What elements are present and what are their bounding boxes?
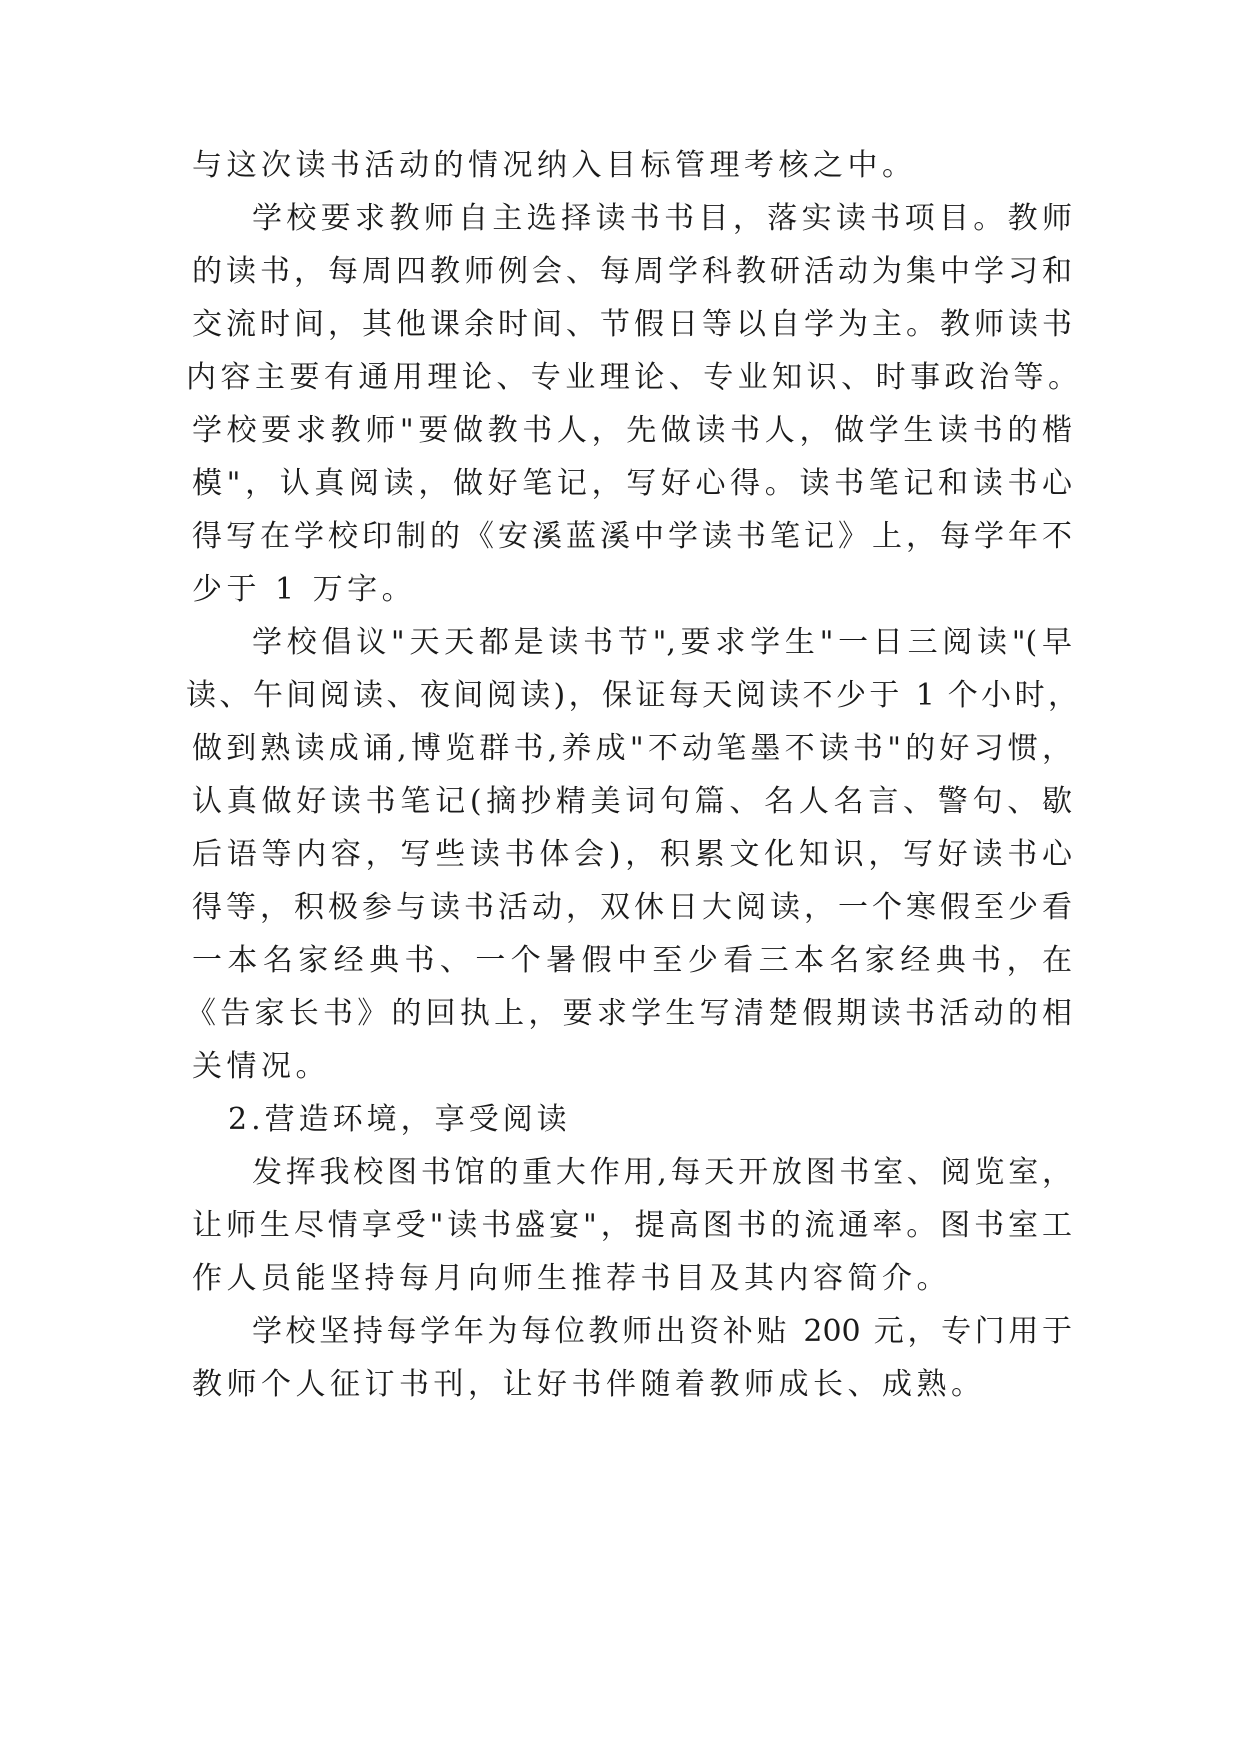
text-line: 作人员能坚持每月向师生推荐书目及其内容简介。 [192,1261,951,1296]
text-line: 让师生尽情享受"读书盛宴"，提高图书的流通率。图书室工 [192,1208,1072,1243]
text-line: 一本名家经典书、一个暑假中至少看三本名家经典书，在 [192,943,1072,978]
text-line: 认真做好读书笔记(摘抄精美词句篇、名人名言、警句、歇 [192,784,1072,819]
paragraph-first-line: 学校坚持每学年为每位教师出资补贴 200 元，专门用于 [252,1314,1072,1349]
text-line: 得等，积极参与读书活动，双休日大阅读，一个寒假至少看 [192,890,1072,925]
text-line: 关情况。 [192,1049,330,1084]
paragraph-first-line: 学校要求教师自主选择读书书目，落实读书项目。教师 [252,201,1072,236]
text-line: 交流时间，其他课余时间、节假日等以自学为主。教师读书 [192,307,1072,342]
text-line: 与这次读书活动的情况纳入目标管理考核之中。 [192,148,917,183]
text-line: 学校要求教师"要做教书人，先做读书人，做学生读书的楷 [192,413,1072,448]
text-line: 得写在学校印制的《安溪蓝溪中学读书笔记》上，每学年不 [192,519,1072,554]
text-line: 后语等内容，写些读书体会)，积累文化知识，写好读书心 [192,837,1072,872]
text-line: 少于 1 万字。 [192,572,417,607]
text-line: 模"，认真阅读，做好笔记，写好心得。读书笔记和读书心 [192,466,1072,501]
text-line: 读、午间阅读、夜间阅读)，保证每天阅读不少于 1 个小时， [186,678,1078,713]
paragraph-first-line: 发挥我校图书馆的重大作用,每天开放图书室、阅览室， [252,1155,1072,1190]
text-line: 《告家长书》的回执上，要求学生写清楚假期读书活动的相 [186,996,1072,1031]
text-line: 做到熟读成诵,博览群书,养成"不动笔墨不读书"的好习惯， [192,731,1072,766]
text-line: 内容主要有通用理论、专业理论、专业知识、时事政治等。 [186,360,1078,395]
paragraph-first-line: 学校倡议"天天都是读书节",要求学生"一日三阅读"(早 [252,625,1072,660]
text-line: 的读书，每周四教师例会、每周学科教研活动为集中学习和 [192,254,1072,289]
text-line: 教师个人征订书刊，让好书伴随着教师成长、成熟。 [192,1367,986,1402]
section-heading: 2.营造环境，享受阅读 [228,1102,571,1137]
